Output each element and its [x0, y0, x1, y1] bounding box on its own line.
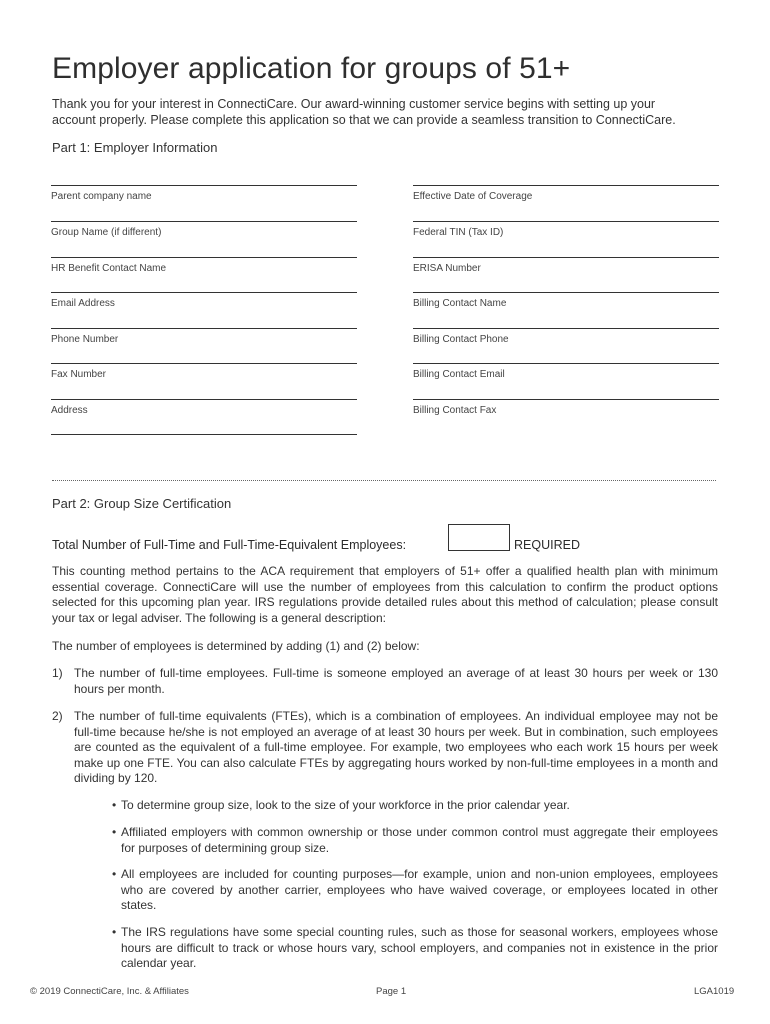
group-name-field[interactable] — [51, 221, 357, 250]
address-field[interactable] — [51, 399, 357, 428]
field-label: Address — [51, 405, 88, 416]
field-label: Phone Number — [51, 334, 119, 345]
hr-benefit-contact-name-field[interactable] — [51, 257, 357, 286]
field-label: Billing Contact Name — [413, 298, 507, 309]
field-label: HR Benefit Contact Name — [51, 263, 167, 274]
parent-company-name-field[interactable] — [51, 185, 357, 214]
billing-contact-phone-field[interactable] — [413, 328, 719, 357]
bullet-item — [112, 798, 718, 814]
footer-copyright: © 2019 ConnectiCare, Inc. & Affiliates — [30, 986, 189, 997]
footer-form-code: LGA1019 — [694, 986, 735, 997]
counting-method-paragraph: This counting method pertains to the ACA requirement that employers of 51+ offer a qualified health plan with minimum essential coverage. ConnectiCare will use the number of employees from this calculation to confirm the product options selected for this upcoming plan year. IRS regulations provide detailed rules about this method of calculation; please consult your tax or legal adviser. The following is a general description: — [52, 564, 718, 625]
email-address-field[interactable] — [51, 292, 357, 321]
bullet-text: To determine group size, look to the size of your workforce in the prior calendar year. — [121, 798, 570, 812]
field-label: Billing Contact Fax — [413, 405, 497, 416]
field-label: Email Address — [51, 298, 115, 309]
erisa-number-field[interactable] — [413, 257, 719, 286]
bullet-dot-icon: • — [112, 825, 117, 839]
footer-page-number: Page 1 — [376, 986, 407, 997]
item-number: 1) — [52, 666, 63, 680]
total-employees-input[interactable] — [448, 524, 510, 551]
page-title: Employer application for groups of 51+ — [52, 52, 571, 85]
section-divider — [52, 480, 716, 481]
item-text: The number of full-time employees. Full-time is someone employed an average of at least 30 hours per week or 130 hours per month. — [74, 666, 718, 696]
billing-contact-email-field[interactable] — [413, 363, 719, 392]
federal-tin-field[interactable] — [413, 221, 719, 250]
part2-heading: Part 2: Group Size Certification — [52, 496, 232, 511]
field-label: Effective Date of Coverage — [413, 191, 533, 202]
intro-text: Thank you for your interest in ConnectiCare. Our award-winning customer service begins with setting up your account properly. Please complete this application so that we can provide a seamless transition to ConnectiCare. — [52, 97, 676, 127]
required-label: REQUIRED — [514, 538, 580, 552]
phone-number-field[interactable] — [51, 328, 357, 357]
item-text: The number of full-time equivalents (FTEs), which is a combination of employees. An individual employee may not be full-time because he/she is not employed an average of at least 30 hours per week. But in combination, such employees are counted as the equivalent of a full-time employee. For example, two employees who each work 15 hours per week make up one FTE. You can also calculate FTEs by aggregating hours worked by non-full-time employees in a month and dividing by 120. — [74, 709, 718, 785]
field-label: Billing Contact Phone — [413, 334, 509, 345]
bullet-item — [112, 825, 718, 856]
field-label: Fax Number — [51, 369, 107, 380]
bullet-text: All employees are included for counting purposes—for example, union and non-union employees, employees who are covered by another carrier, employees who have waived coverage, or employees located in other states. — [121, 867, 718, 912]
billing-contact-name-field[interactable] — [413, 292, 719, 321]
list-item — [52, 709, 718, 787]
bullet-text: The IRS regulations have some special counting rules, such as those for seasonal workers, employees whose hours are difficult to track or whose hours vary, school employers, and companies not in existence in the prior calendar year. — [121, 925, 718, 970]
bullet-dot-icon: • — [112, 867, 117, 881]
determined-text: The number of employees is determined by adding (1) and (2) below: — [52, 639, 420, 653]
part1-heading: Part 1: Employer Information — [52, 140, 218, 155]
fax-number-field[interactable] — [51, 363, 357, 392]
bullet-item — [112, 925, 718, 972]
field-label: Parent company name — [51, 191, 152, 202]
field-label: Group Name (if different) — [51, 227, 162, 238]
effective-date-field[interactable] — [413, 185, 719, 214]
bullet-text: Affiliated employers with common ownership or those under common control must aggregate their employees for purposes of determining group size. — [121, 825, 718, 855]
total-employees-label: Total Number of Full-Time and Full-Time-Equivalent Employees: — [52, 538, 407, 552]
bullet-dot-icon: • — [112, 925, 117, 939]
total-employees-row — [52, 524, 712, 554]
field-label: Billing Contact Email — [413, 369, 505, 380]
billing-contact-fax-field[interactable] — [413, 399, 719, 428]
field-label: ERISA Number — [413, 263, 481, 274]
bullet-item — [112, 867, 718, 914]
bullet-dot-icon: • — [112, 798, 117, 812]
list-item — [52, 666, 718, 697]
field-label: Federal TIN (Tax ID) — [413, 227, 504, 238]
address-second-line[interactable] — [51, 434, 357, 435]
item-number: 2) — [52, 709, 63, 723]
